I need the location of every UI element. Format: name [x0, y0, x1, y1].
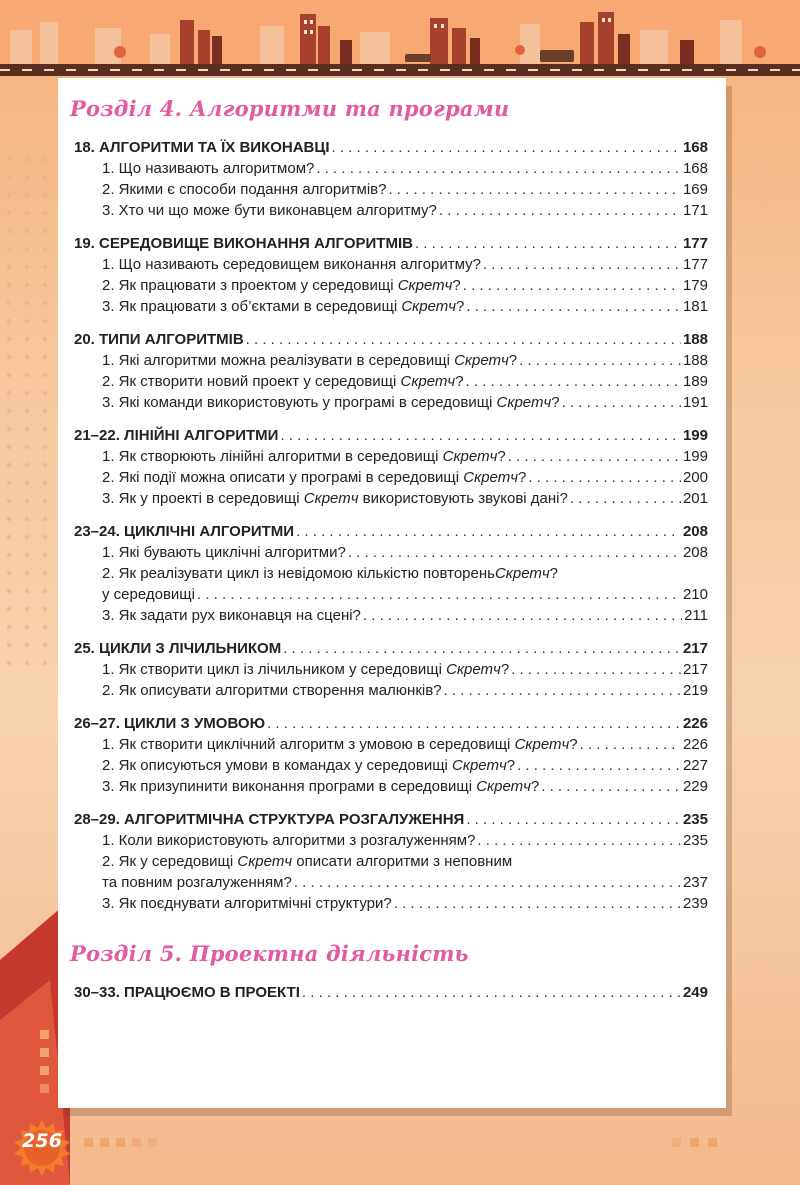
scratch-term: Скретч	[463, 469, 518, 486]
item-page-number: 237	[682, 874, 708, 891]
item-title: у середовищі	[102, 586, 195, 603]
item-page-number: 235	[682, 832, 708, 849]
dot-leader	[562, 393, 681, 413]
toc-item-row[interactable]	[102, 276, 708, 296]
toc-item-row[interactable]	[102, 873, 708, 893]
item-page-number: 200	[682, 469, 708, 486]
toc-item-row[interactable]	[102, 180, 708, 200]
toc-chapter-row[interactable]	[74, 138, 708, 158]
chapter-page-number: 226	[682, 715, 708, 732]
scratch-term: Скретч	[476, 778, 531, 795]
scratch-term: Скретч	[397, 277, 453, 294]
dot-leader	[415, 234, 681, 254]
item-title: 1. Коли використовують алгоритми з розгалуженням?	[102, 832, 476, 849]
item-title: 1. Як створити циклічний алгоритм з умовою в середовищі Скретч?	[102, 736, 578, 753]
item-page-number: 239	[682, 895, 708, 912]
scratch-term: Скретч	[446, 661, 501, 678]
item-title: 1. Що називають алгоритмом?	[102, 160, 315, 177]
scratch-term: Скретч	[454, 352, 509, 369]
decorative-square	[148, 1138, 157, 1147]
toc-chapter-row[interactable]	[74, 234, 708, 254]
decorative-square	[40, 1066, 49, 1075]
dot-leader	[528, 468, 681, 488]
item-page-number: 188	[682, 352, 708, 369]
item-title: 2. Які події можна описати у програмі в середовищі Скретч?	[102, 469, 527, 486]
item-title: 2. Як у середовищі Скретч описати алгоритми з неповним	[102, 853, 513, 870]
chapter-title: 20. ТИПИ АЛГОРИТМІВ	[74, 331, 244, 348]
item-title: 3. Як задати рух виконавця на сцені?	[102, 607, 361, 624]
scratch-term: Скретч	[514, 736, 570, 753]
item-page-number: 208	[682, 544, 708, 561]
dot-leader	[508, 447, 681, 467]
dot-leader	[296, 522, 681, 542]
item-page-number: 168	[682, 160, 708, 177]
dot-leader	[197, 585, 681, 605]
dot-leader	[570, 489, 681, 509]
toc-chapter-row[interactable]	[74, 983, 708, 1003]
decorative-square	[690, 1138, 699, 1147]
item-title: 2. Як працювати з проектом у середовищі Скретч?	[102, 277, 461, 294]
chapter-page-number: 177	[682, 235, 708, 252]
chapter-title: 30–33. ПРАЦЮЄМО В ПРОЕКТІ	[74, 984, 300, 1001]
decorative-dot-pattern	[0, 150, 60, 670]
toc-item-row[interactable]	[102, 372, 708, 392]
dot-leader	[466, 297, 681, 317]
scratch-term: Скретч	[496, 394, 552, 411]
toc-item-row[interactable]	[102, 201, 708, 221]
dot-leader	[519, 351, 681, 371]
item-page-number: 169	[682, 181, 708, 198]
toc-item-row[interactable]	[102, 351, 708, 371]
toc-item-row[interactable]	[102, 447, 708, 467]
dot-leader	[283, 639, 681, 659]
item-title: 2. Якими є способи подання алгоритмів?	[102, 181, 387, 198]
toc-item-row[interactable]	[102, 543, 708, 563]
item-page-number: 189	[682, 373, 708, 390]
item-page-number: 211	[684, 607, 708, 624]
item-title: 2. Як описувати алгоритми створення малюнків?	[102, 682, 442, 699]
toc-chapter-row[interactable]	[74, 426, 708, 446]
dot-leader	[388, 180, 681, 200]
item-title: 3. Які команди використовують у програмі в середовищі Скретч?	[102, 394, 560, 411]
decorative-square	[40, 1048, 49, 1057]
scratch-term: Скретч	[400, 373, 456, 390]
decorative-square	[40, 1030, 49, 1039]
item-page-number: 229	[682, 778, 708, 795]
decorative-square	[116, 1138, 125, 1147]
dot-leader	[477, 831, 681, 851]
dot-leader	[348, 543, 681, 563]
item-title: 2. Як створити новий проект у середовищі Скретч?	[102, 373, 464, 390]
toc-item-row[interactable]	[102, 681, 708, 701]
dot-leader	[517, 756, 681, 776]
chapter-title: 19. СЕРЕДОВИЩЕ ВИКОНАННЯ АЛГОРИТМІВ	[74, 235, 413, 252]
chapter-page-number: 199	[682, 427, 708, 444]
item-page-number: 199	[682, 448, 708, 465]
toc-item-row[interactable]	[102, 894, 708, 914]
decorative-square	[84, 1138, 93, 1147]
chapter-page-number: 249	[682, 984, 708, 1001]
toc-chapter-row[interactable]	[74, 810, 708, 830]
dot-leader	[580, 735, 681, 755]
item-page-number: 171	[682, 202, 708, 219]
decorative-square	[672, 1138, 681, 1147]
toc-item-line	[102, 852, 512, 872]
dot-leader	[541, 777, 681, 797]
toc-item-row[interactable]	[102, 468, 708, 488]
dot-leader	[444, 681, 681, 701]
item-page-number: 210	[682, 586, 708, 603]
dot-leader	[316, 159, 681, 179]
dot-leader	[332, 138, 681, 158]
item-title: 3. Як поєднувати алгоритмічні структури?	[102, 895, 392, 912]
toc-item-row[interactable]	[102, 831, 708, 851]
item-title: 1. Які алгоритми можна реалізувати в середовищі Скретч?	[102, 352, 518, 369]
section-title: Розділ 4. Алгоритми та програми	[70, 96, 510, 121]
toc-item-row[interactable]	[102, 393, 708, 413]
item-page-number: 219	[682, 682, 708, 699]
decorative-square	[132, 1138, 141, 1147]
toc-item-row[interactable]	[102, 489, 708, 509]
scratch-term: Скретч	[401, 298, 457, 315]
item-title: 3. Хто чи що може бути виконавцем алгоритму?	[102, 202, 437, 219]
page-number: 256	[22, 1130, 62, 1152]
item-page-number: 179	[682, 277, 708, 294]
chapter-title: 23–24. ЦИКЛІЧНІ АЛГОРИТМИ	[74, 523, 295, 540]
chapter-page-number: 168	[682, 139, 708, 156]
dot-leader	[246, 330, 681, 350]
item-title: 3. Як призупинити виконання програми в середовищі Скретч?	[102, 778, 540, 795]
toc-chapter-row[interactable]	[74, 714, 708, 734]
scratch-term: Скретч	[303, 490, 359, 507]
item-title: 2. Як реалізувати цикл із невідомою кількістю повтореньСкретч?	[102, 565, 559, 582]
dot-leader	[466, 810, 681, 830]
chapter-title: 26–27. ЦИКЛИ З УМОВОЮ	[74, 715, 266, 732]
dot-leader	[267, 714, 681, 734]
item-title: 1. Як створити цикл із лічильником у середовищі Скретч?	[102, 661, 510, 678]
toc-chapter-row[interactable]	[74, 639, 708, 659]
toc-chapter-row[interactable]	[74, 522, 708, 542]
item-title: 3. Як у проекті в середовищі Скретч використовують звукові дані?	[102, 490, 568, 507]
dot-leader	[466, 372, 681, 392]
item-title: 1. Які бувають циклічні алгоритми?	[102, 544, 346, 561]
item-page-number: 226	[682, 736, 708, 753]
dot-leader	[511, 660, 681, 680]
item-page-number: 201	[682, 490, 708, 507]
chapter-title: 21–22. ЛІНІЙНІ АЛГОРИТМИ	[74, 427, 279, 444]
dot-leader	[280, 426, 681, 446]
toc-item-row[interactable]	[102, 777, 708, 797]
item-page-number: 227	[682, 757, 708, 774]
chapter-title: 25. ЦИКЛИ З ЛІЧИЛЬНИКОМ	[74, 640, 282, 657]
dot-leader	[302, 983, 681, 1003]
toc-item-row[interactable]	[102, 297, 708, 317]
chapter-page-number: 188	[682, 331, 708, 348]
road-marking	[0, 69, 800, 71]
toc-item-row[interactable]	[102, 735, 708, 755]
section-title: Розділ 5. Проектна діяльність	[70, 941, 469, 966]
decorative-square	[708, 1138, 717, 1147]
toc-chapter-row[interactable]	[74, 330, 708, 350]
chapter-title: 18. АЛГОРИТМИ ТА ЇХ ВИКОНАВЦІ	[74, 139, 330, 156]
decorative-square	[100, 1138, 109, 1147]
scratch-term: Скретч	[452, 757, 507, 774]
item-page-number: 181	[682, 298, 708, 315]
dot-leader	[463, 276, 681, 296]
chapter-page-number: 208	[682, 523, 708, 540]
chapter-page-number: 217	[682, 640, 708, 657]
scratch-term: Скретч	[237, 853, 293, 870]
item-title: 2. Як описуються умови в командах у середовищі Скретч?	[102, 757, 516, 774]
scratch-term: Скретч	[442, 448, 498, 465]
scratch-term: Скретч	[494, 565, 550, 582]
dot-leader	[439, 201, 681, 221]
dot-leader	[363, 606, 682, 626]
toc-item-row[interactable]	[102, 585, 708, 605]
item-page-number: 217	[682, 661, 708, 678]
toc-item-line	[102, 564, 558, 584]
dot-leader	[394, 894, 681, 914]
toc-item-row[interactable]	[102, 159, 708, 179]
item-page-number: 177	[682, 256, 708, 273]
item-title: 1. Як створюють лінійні алгоритми в середовищі Скретч?	[102, 448, 506, 465]
dot-leader	[294, 873, 681, 893]
chapter-title: 28–29. АЛГОРИТМІЧНА СТРУКТУРА РОЗГАЛУЖЕННЯ	[74, 811, 465, 828]
toc-item-row[interactable]	[102, 756, 708, 776]
toc-item-row[interactable]	[102, 255, 708, 275]
toc-item-row[interactable]	[102, 660, 708, 680]
decorative-square	[40, 1084, 49, 1093]
item-title: 1. Що називають середовищем виконання алгоритму?	[102, 256, 481, 273]
item-page-number: 191	[682, 394, 708, 411]
chapter-page-number: 235	[682, 811, 708, 828]
toc-item-row[interactable]	[102, 606, 708, 626]
item-title: та повним розгалуженням?	[102, 874, 292, 891]
dot-leader	[483, 255, 681, 275]
item-title: 3. Як працювати з об’єктами в середовищі Скретч?	[102, 298, 465, 315]
